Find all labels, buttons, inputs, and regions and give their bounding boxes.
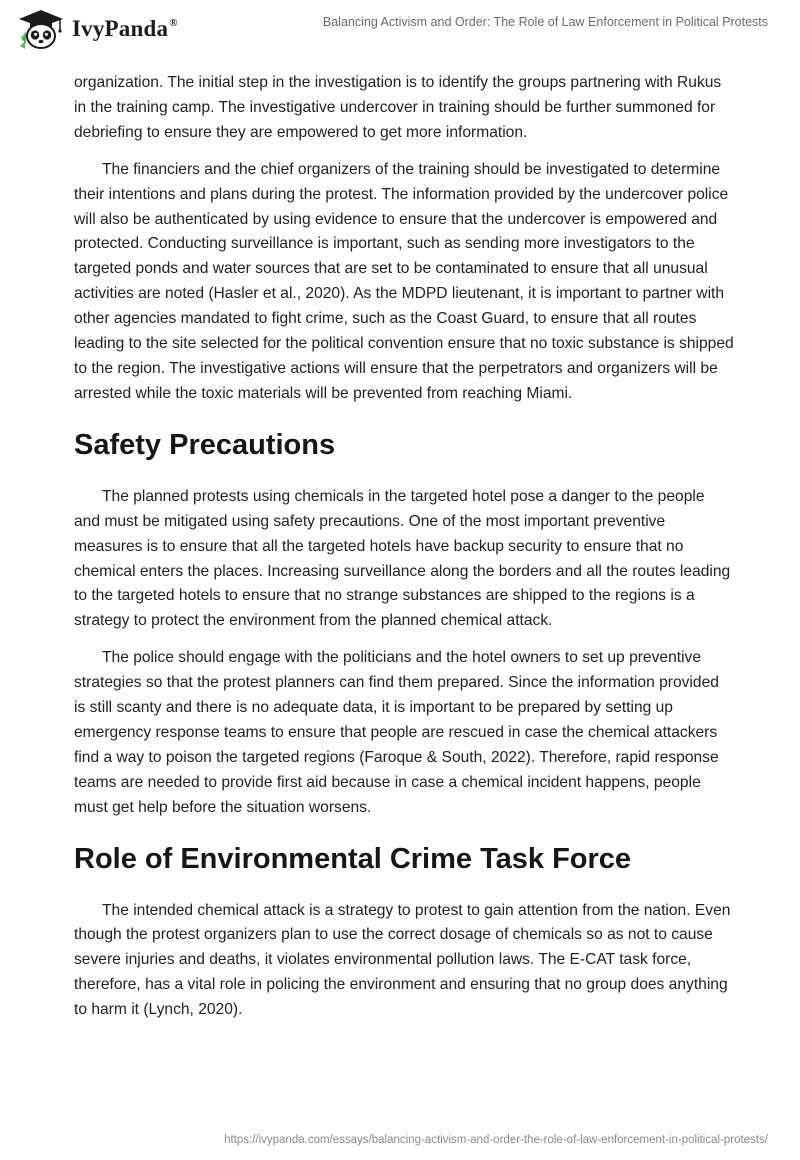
paragraph-task-force: The intended chemical attack is a strategy to protest to gain attention from the nation. Even though the protest organizers plan to use the correct dosage of chemicals so as not to cause severe injuries and deaths, it violates environmental pollution laws. The E-CAT task force, therefore, has a vital role in policing the environment and ensuring that no group does anything to harm it (Lynch, 2020).: [74, 901, 731, 1019]
paragraph-investigation: The financiers and the chief organizers of the training should be investigated to determine their intentions and plans during the protest. The information provided by the undercover police will also be authenticated by using evidence to ensure that the undercover is empowered and protected. Conducting surveillance is important, such as sending more investigators to the targeted ponds and water sources that are set to be contaminated to ensure that all unusual activities are noted (Hasler et al., 2020). As the MDPD lieutenant, it is important to partner with other agencies mandated to fight crime, such as the Coast Guard, to ensure that all routes leading to the site selected for the political convention ensure that no toxic substance is shipped to the region. The investigative actions will ensure that the perpetrators and organizers will be arrested while the toxic materials will be prevented from reaching Miami.: [74, 160, 734, 402]
panda-graduate-icon: [16, 8, 66, 50]
heading-environmental-task-force: Role of Environmental Crime Task Force: [74, 842, 632, 875]
paragraph-continuation: organization. The initial step in the investigation is to identify the groups partnering with Rukus in the training camp. The investigative undercover in training should be further summoned for debriefing to ensure they are empowered to get more information.: [74, 74, 722, 141]
brand-name: IvyPanda®: [72, 16, 178, 41]
brand-logo[interactable]: [16, 8, 178, 50]
paragraph-safety-2: The police should engage with the politicians and the hotel owners to set up preventive strategies so that the protest planners can find them prepared. Since the information provided is still scanty and there is no adequate data, it is important to be prepared by setting up emergency response teams to ensure that people are rescued in case the chemical attackers find a way to poison the targeted regions (Faroque & South, 2022). Therefore, rapid response teams are needed to provide first aid because in case a chemical incident happens, people must get help before the situation worsens.: [74, 649, 719, 816]
source-url[interactable]: https://ivypanda.com/essays/balancing-activism-and-order-the-role-of-law-enforcement-in-political-protests/: [224, 1134, 768, 1146]
paragraph-safety-1: The planned protests using chemicals in the targeted hotel pose a danger to the people and must be mitigated using safety precautions. One of the most important preventive measures is to ensure that all the targeted hotels have backup security to ensure that no chemical enters the places. Increasing surveillance along the borders and all the routes leading to the targeted hotels to ensure that no strange substances are shipped to the regions is a strategy to protect the environment from the planned chemical attack.: [74, 487, 731, 630]
page-header: [0, 0, 800, 60]
heading-safety-precautions: Safety Precautions: [74, 428, 336, 461]
essay-content: [74, 71, 734, 1035]
document-title: Balancing Activism and Order: The Role of Law Enforcement in Political Protests: [322, 15, 768, 29]
